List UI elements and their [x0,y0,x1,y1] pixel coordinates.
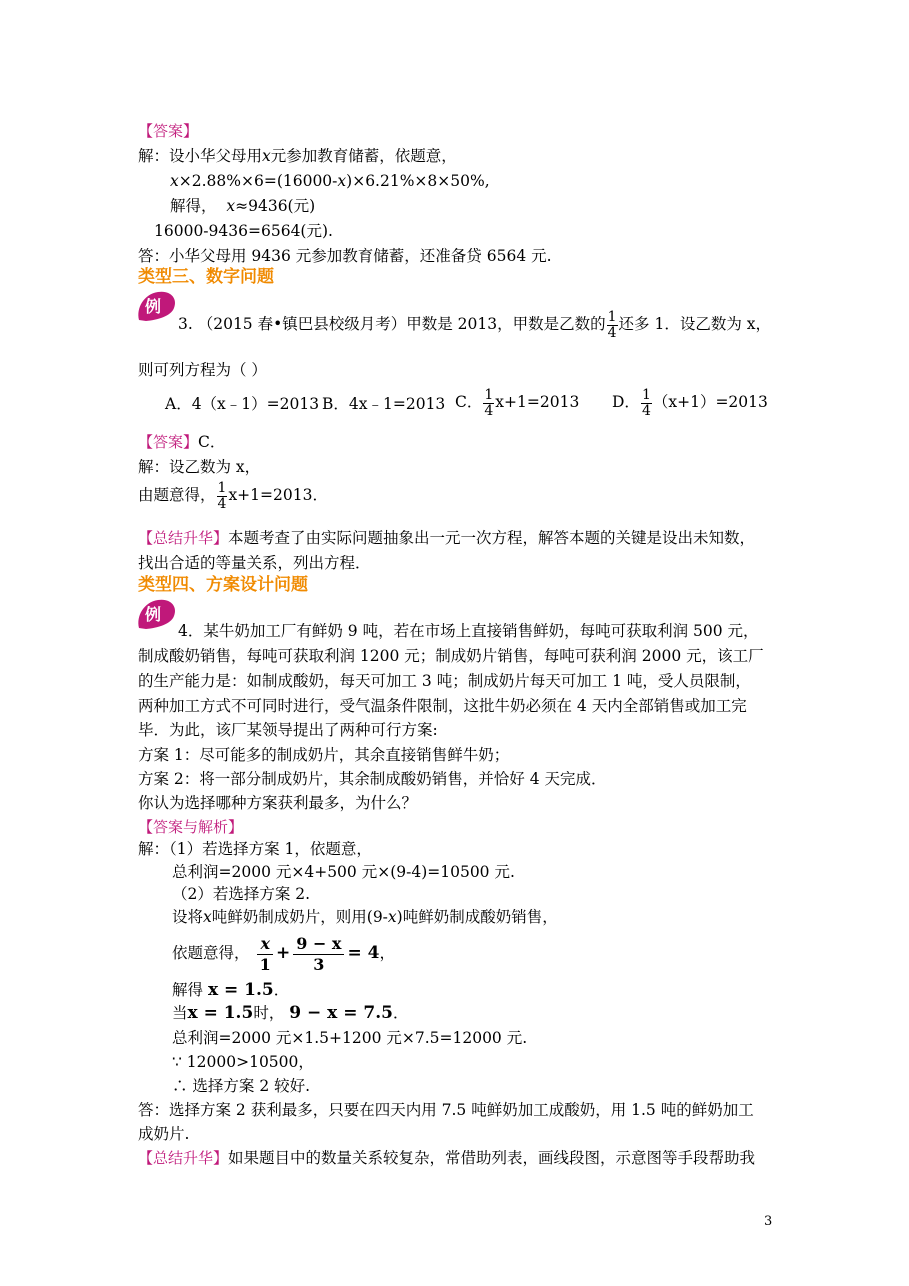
var: x [203,908,212,926]
text: 元参加教育储蓄，依题意， [270,147,457,165]
numerator: 9 − x [293,934,344,955]
fraction [217,481,228,512]
solution-step [172,907,558,927]
text: C． [455,393,483,411]
numerator: 1 [607,308,617,325]
text: 本题考查了由实际问题抽象出一元一次方程，解答本题的关键是设出未知数， [228,529,756,547]
text: 解得 [172,981,204,999]
math: x = 1.5 [187,1003,254,1023]
solution-step: ∴ 选择方案 2 较好. [172,1077,311,1095]
fraction [257,934,273,975]
math: 9 − x = 7.5 [289,1003,393,1023]
denominator: 4 [641,402,651,419]
denominator: 3 [313,954,325,974]
operator: + [276,943,291,963]
option-c [455,386,579,419]
plan-1: 方案 1：尽可能多的制成奶片，其余直接销售鲜牛奶； [138,746,510,764]
question-3-line2: 则可列方程为（ ） [138,361,267,379]
final-answer: 答：小华父母用 9436 元参加教育储蓄，还准备贷 6564 元. [138,247,552,265]
section-heading: 类型三、数字问题 [138,267,274,287]
text: 如果题目中的数量关系较复杂，常借助列表，画线段图，示意图等手段帮助我 [228,1149,756,1167]
text: ×2.88%×6=(16000- [178,172,338,190]
option-d [612,386,768,419]
question-4-line2: 制成酸奶销售，每吨可获取利润 1200 元；制成奶片销售，每吨可获利润 2000 元，该工厂 [138,647,764,665]
text: ． [273,981,290,999]
denominator: 4 [484,402,494,419]
text: （x+1）=2013 [652,393,768,411]
summary-line [138,1148,755,1168]
text: 由题意得， [138,486,216,504]
fraction [607,310,618,341]
text: x+1=2013． [228,486,328,504]
question-4-ask: 你认为选择哪种方案获利最多，为什么？ [138,794,418,812]
question-3 [178,308,771,341]
answer-analysis-tag: 【答案与解析】 [138,818,244,836]
text: ． [392,1004,409,1022]
equation-line [170,171,490,191]
text: ≈9436(元) [235,197,316,215]
text: 当 [172,1004,188,1022]
question-4-line3: 的生产能力是：如制成酸奶，每天可加工 3 吨；制成奶片每天可加工 1 吨，受人员限制， [138,672,751,690]
badge-label: 例 [144,605,162,624]
text: 3. （2015 春•镇巴县校级月考）甲数是 2013，甲数是乙数的 [178,315,606,333]
section-heading: 类型四、方案设计问题 [138,575,308,595]
option-a: A．4（x﹣1）=2013 [165,395,320,413]
solution-step [172,1003,408,1023]
text: D． [612,393,640,411]
plan-2: 方案 2：将一部分制成奶片，其余制成酸奶销售，并恰好 4 天完成． [138,770,607,788]
example-badge-icon [136,290,178,324]
numerator: 1 [484,386,494,403]
summary-tag: 【总结升华】 [138,529,229,547]
denominator: 1 [259,954,271,974]
solution-step: 解：（1）若选择方案 1，依题意， [138,840,372,858]
summary-tag: 【总结升华】 [138,1149,229,1167]
fraction [293,934,344,975]
final-answer: 答：选择方案 2 获利最多，只要在四天内用 7.5 吨鲜奶加工成酸奶，用 1.5 吨的鲜奶加工 [138,1101,754,1119]
question-4-line1: 4．某牛奶加工厂有鲜奶 9 吨，若在市场上直接销售鲜奶，每吨可获取利润 500 元， [178,622,759,640]
solution-line: 解：设乙数为 x， [138,458,261,476]
solution-step [172,980,289,1000]
text: )×6.21%×8×50%, [346,172,490,190]
var: x [226,197,236,215]
answer-value: C． [198,433,226,451]
text: 依题意得， [172,944,250,962]
answer-tag: 【答案】 [138,433,199,451]
numerator: x [257,934,273,955]
numerator: 1 [217,479,227,496]
var: x [387,908,397,926]
var: x [170,172,179,190]
text: 还多 1．设乙数为 x， [618,315,771,333]
answer-line [138,432,225,452]
text: 时， [253,1004,285,1022]
text: ， [379,944,395,962]
question-4-line4: 两种加工方式不可同时进行，受气温条件限制，这批牛奶必须在 4 天内全部销售或加工完 [138,697,747,715]
final-answer-2: 成奶片. [138,1125,190,1143]
var: x [262,147,271,165]
calc-line: 16000-9436=6564(元). [154,222,333,240]
math: x = 1.5 [207,980,274,1000]
fraction [641,388,652,419]
equation-rhs: = 4 [347,943,380,963]
text: 解得， [170,197,217,215]
text: 解：设小华父母用 [138,147,263,165]
summary-line-2: 找出合适的等量关系，列出方程． [138,554,371,572]
text: )吨鲜奶制成酸奶销售， [396,908,558,926]
text: 设将 [172,908,204,926]
fraction [483,388,494,419]
numerator: 1 [641,386,651,403]
example-badge-icon [136,598,178,632]
solution-step: ∵ 12000>10500， [172,1053,314,1071]
var: x [337,172,347,190]
text: x+1=2013 [495,393,580,411]
question-4-line5: 毕．为此，该厂某领导提出了两种可行方案: [138,721,438,739]
page-number: 3 [764,1214,773,1229]
text: 吨鲜奶制成奶片，则用(9- [211,908,388,926]
summary-line [138,528,755,548]
solution-step: 总利润=2000 元×1.5+1200 元×7.5=12000 元. [172,1029,528,1047]
denominator: 4 [607,324,617,341]
option-b: B．4x﹣1=2013 [322,395,446,413]
solve-line [170,196,315,216]
equation-step [172,931,395,975]
solution-step: 总利润=2000 元×4+500 元×(9-4)=10500 元. [172,863,515,881]
denominator: 4 [217,495,227,512]
answer-tag: 【答案】 [138,122,199,140]
solution-line [138,146,457,166]
solution-equation [138,478,328,512]
badge-label: 例 [144,297,162,316]
solution-step: （2）若选择方案 2. [172,885,311,903]
